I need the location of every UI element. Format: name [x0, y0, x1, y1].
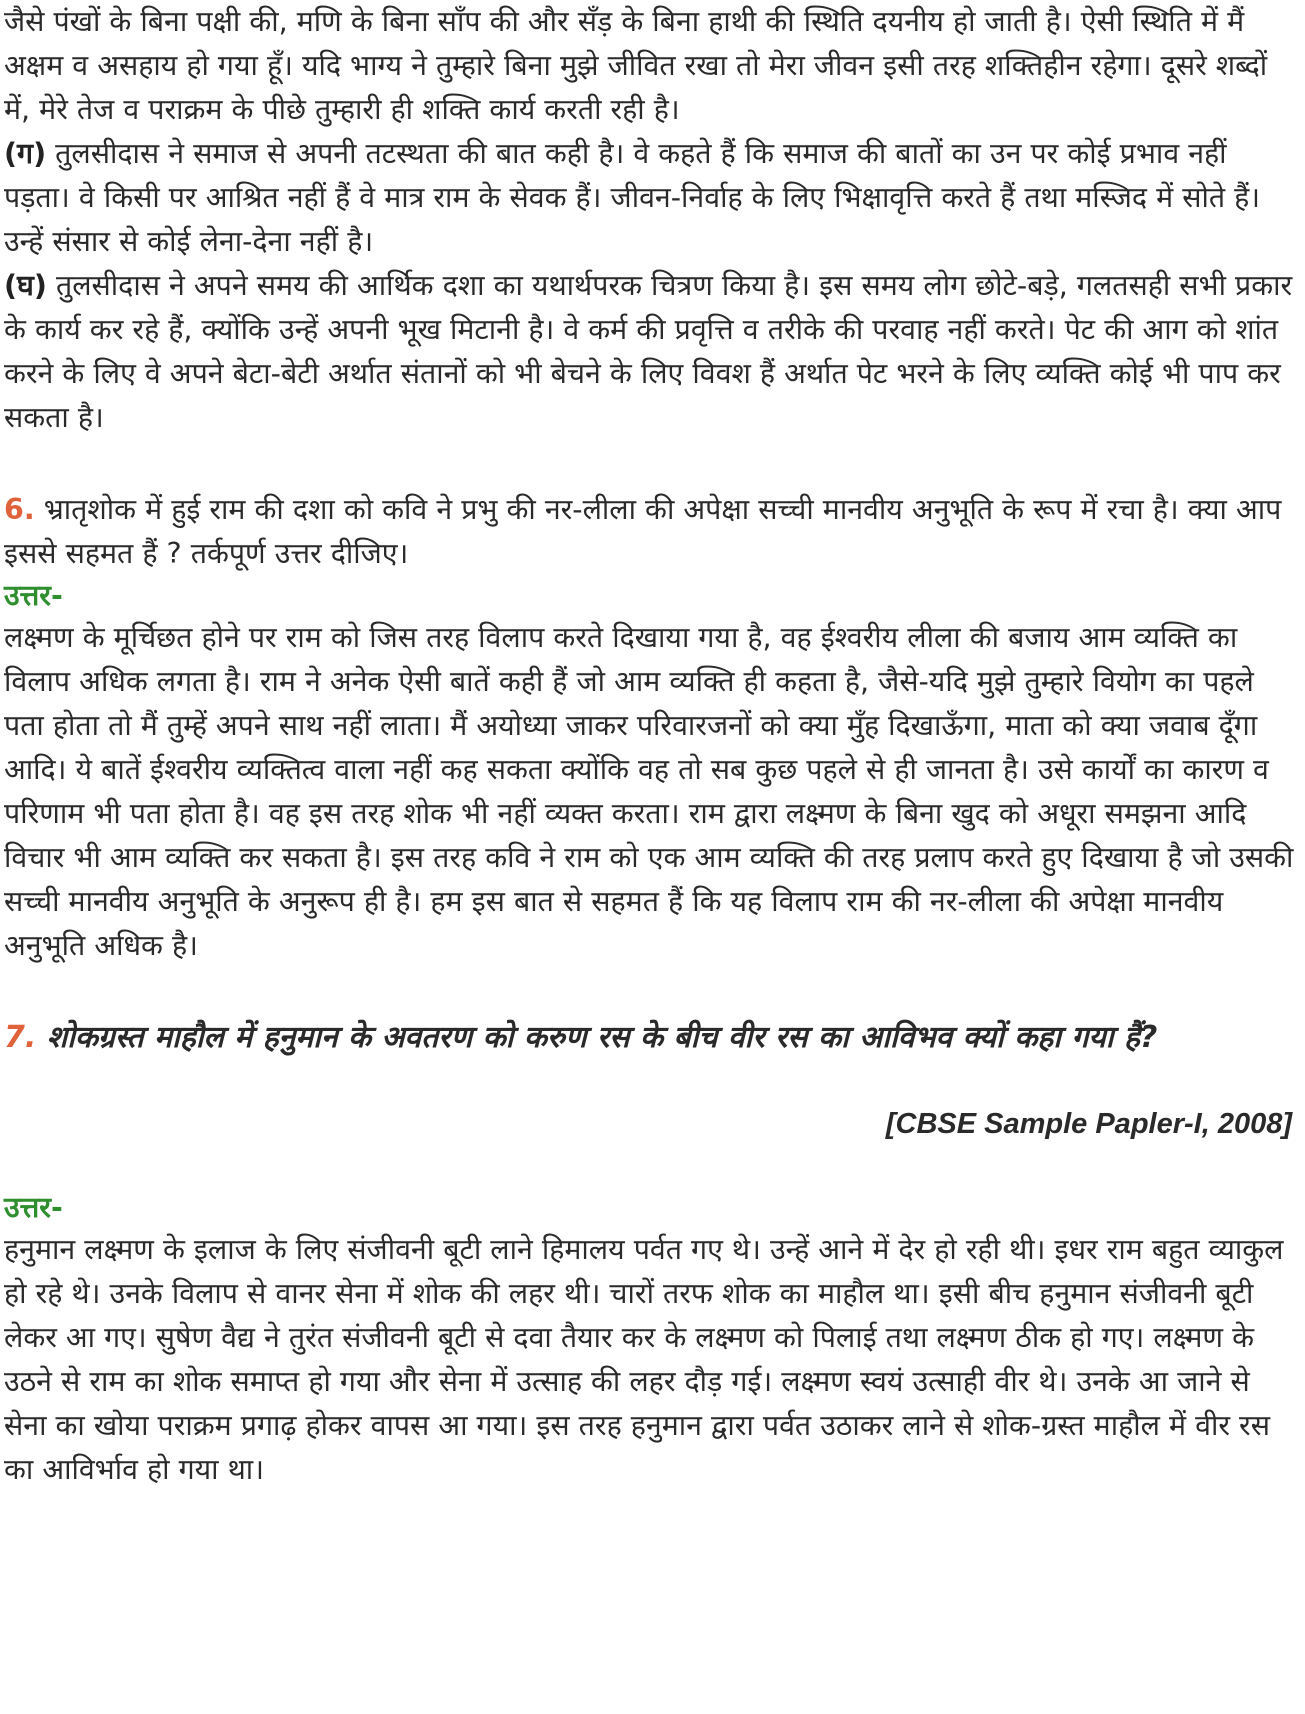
part-gha-paragraph	[4, 264, 1296, 440]
part-gha-text: तुलसीदास ने अपने समय की आर्थिक दशा का यथार्थपरक चित्रण किया है। इस समय लोग छोटे-बड़े, गलतसही सभी प्रकार के कार्य कर रहे हैं, क्योंकि उन्हें अपनी भूख मिटानी है। वे कर्म की प्रवृत्ति व तरीके की परवाह नहीं करते। पेट की आग को शांत करने के लिए वे अपने बेटा-बेटी अर्थात संतानों को भी बेचने के लिए विवश हैं अर्थात पेट भरने के लिए व्यक्ति कोई भी पाप कर सकता है।	[4, 269, 1293, 434]
question-7-text: शोकग्रस्त माहौल में हनुमान के अवतरण को करुण रस के बीच वीर रस का आविभव क्यों कहा गया हैं?	[36, 1020, 1158, 1055]
answer-6-text: लक्ष्मण के मूर्चिछत होने पर राम को जिस तरह विलाप करते दिखाया गया है, वह ईश्वरीय लीला की बजाय आम व्यक्ति का विलाप अधिक लगता है। राम ने अनेक ऐसी बातें कही हैं जो आम व्यक्ति ही कहता है, जैसे-यदि मुझे तुम्हारे वियोग का पहले पता होता तो मैं तुम्हें अपने साथ नहीं लाता। मैं अयोध्या जाकर परिवारजनों को क्या मुँह दिखाऊँगा, माता को क्या जवाब दूँगा आदि। ये बातें ईश्वरीय व्यक्तित्व वाला नहीं कह सकता क्योंकि वह तो सब कुछ पहले से ही जानता है। उसे कार्यों का कारण व परिणाम भी पता होता है। वह इस तरह शोक भी नहीं व्यक्त करता। राम द्वारा लक्ष्मण के बिना खुद को अधूरा समझना आदि विचार भी आम व्यक्ति कर सकता है। इस तरह कवि ने राम को एक आम व्यक्ति की तरह प्रलाप करते हुए दिखाया है जो उसकी सच्ची मानवीय अनुभूति के अनुरूप ही है। हम इस बात से सहमत हैं कि यह विलाप राम की नर-लीला की अपेक्षा मानवीय अनुभूति अधिक है।	[4, 621, 1294, 962]
intro-paragraph: जैसे पंखों के बिना पक्षी की, मणि के बिना साँप की और सँड़ के बिना हाथी की स्थिति दयनीय हो जाती है। ऐसी स्थिति में मैं अक्षम व असहाय हो गया हूँ। यदि भाग्य ने तुम्हारे बिना मुझे जीवित रखा तो मेरा जीवन इसी तरह शक्तिहीन रहेगा। दूसरे शब्दों में, मेरे तेज व पराक्रम के पीछे तुम्हारी ही शक्ति कार्य करती रही है।	[4, 5, 1268, 126]
question-6	[4, 488, 1296, 576]
part-ga-paragraph	[4, 132, 1296, 264]
question-7-number: 7.	[4, 1020, 37, 1055]
spacer	[4, 1144, 1296, 1188]
part-ga-label: (ग)	[4, 137, 47, 170]
part-ga-text: तुलसीदास ने समाज से अपनी तटस्थता की बात कही है। वे कहते हैं कि समाज की बातों का उन पर कोई प्रभाव नहीं पड़ता। वे किसी पर आश्रित नहीं हैं वे मात्र राम के सेवक हैं। जीवन-निर्वाह के लिए भिक्षावृत्ति करते हैं तथा मस्जिद में सोते हैं। उन्हें संसार से कोई लेना-देना नहीं है।	[4, 137, 1261, 258]
document-page	[4, 0, 1296, 1492]
question-6-text: भ्रातृशोक में हुई राम की दशा को कवि ने प्रभु की नर-लीला की अपेक्षा सच्ची मानवीय अनुभूति के रूप में रचा है। क्या आप इससे सहमत हैं ? तर्कपूर्ण उत्तर दीजिए।	[4, 493, 1282, 570]
question-7	[4, 1016, 1296, 1060]
answer-7-label: उत्तर-	[4, 1191, 63, 1224]
question-6-number: 6.	[4, 493, 35, 526]
answer-7-text: हनुमान लक्ष्मण के इलाज के लिए संजीवनी बूटी लाने हिमालय पर्वत गए थे। उन्हें आने में देर हो रही थी। इधर राम बहुत व्याकुल हो रहे थे। उनके विलाप से वानर सेना में शोक की लहर थी। चारों तरफ शोक का माहौल था। इसी बीच हनुमान संजीवनी बूटी लेकर आ गए। सुषेण वैद्य ने तुरंत संजीवनी बूटी से दवा तैयार कर के लक्ष्मण को पिलाई तथा लक्ष्मण ठीक हो गए। लक्ष्मण के उठने से राम का शोक समाप्त हो गया और सेना में उत्साह की लहर दौड़ गई। लक्ष्मण स्वयं उत्साही वीर थे। उनके आ जाने से सेना का खोया पराक्रम प्रगाढ़ होकर वापस आ गया। इस तरह हनुमान द्वारा पर्वत उठाकर लाने से शोक-ग्रस्त माहौल में वीर रस का आविर्भाव हो गया था।	[4, 1233, 1284, 1486]
spacer	[4, 968, 1296, 1016]
part-gha-label: (घ)	[4, 269, 47, 302]
answer-6-label: उत्तर-	[4, 579, 63, 612]
source-citation: [CBSE Sample Papler-I, 2008]	[885, 1108, 1292, 1140]
spacer	[4, 440, 1296, 488]
spacer	[4, 1060, 1296, 1104]
